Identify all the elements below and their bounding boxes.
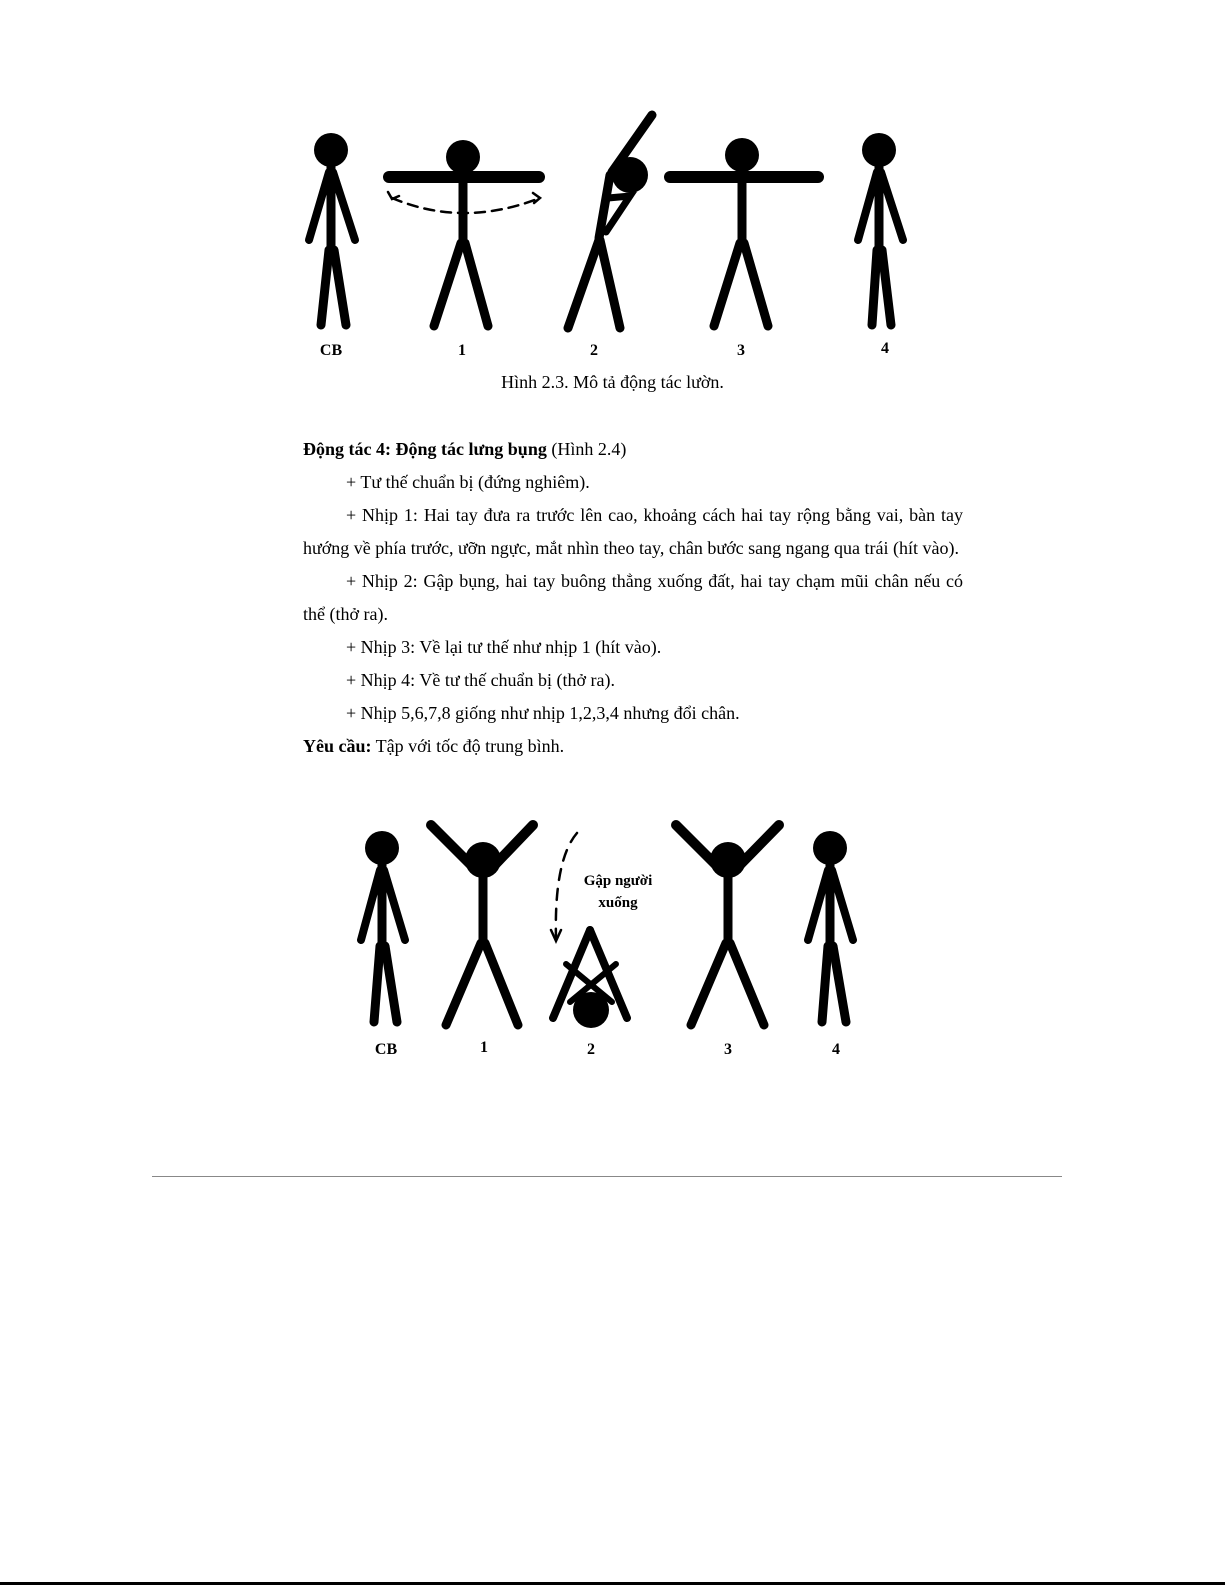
figure-side-bend <box>0 100 1225 370</box>
stick-figure-4 <box>808 831 853 1022</box>
stick-figure-cb <box>309 133 355 325</box>
section-heading-bold: Động tác 4: Động tác lưng bụng <box>303 439 547 459</box>
step-ready: + Tư thế chuẩn bị (đứng nghiêm). <box>346 472 590 492</box>
step-2: + Nhịp 2: Gập bụng, hai tay buông thẳng xuống đất, hai tay chạm mũi chân nếu có thể (thở ra). <box>303 571 963 624</box>
figure-1-label-1: 1 <box>458 342 466 359</box>
figure-1-label-3: 3 <box>737 342 745 359</box>
step-4: + Nhịp 4: Về tư thế chuẩn bị (thở ra). <box>346 670 616 690</box>
figure-1-label-4: 4 <box>881 340 889 357</box>
stick-figure-1 <box>431 825 533 1025</box>
stick-figure-3 <box>670 138 818 326</box>
stick-figure-2 <box>551 833 627 1028</box>
figure-2-annotation <box>578 870 658 914</box>
figure-1-label-2: 2 <box>590 342 598 359</box>
figure-2-label-3: 3 <box>724 1041 732 1058</box>
figure-2-annotation-line1: Gập người <box>583 873 653 889</box>
stick-figure-3 <box>676 825 779 1025</box>
stick-figure-cb <box>361 831 405 1022</box>
stick-figure-4 <box>858 133 903 325</box>
section-heading <box>303 433 963 466</box>
figure-2-label-1: 1 <box>480 1039 488 1056</box>
figure-2-label-4: 4 <box>832 1041 840 1058</box>
step-1: + Nhịp 1: Hai tay đưa ra trước lên cao, khoảng cách hai tay rộng bằng vai, bàn tay hướng về phía trước, ưỡn ngực, mắt nhìn theo tay, chân bước sang ngang qua trái (hít vào). <box>303 505 963 558</box>
figure-1-caption: Hình 2.3. Mô tả động tác lườn. <box>501 372 724 392</box>
requirement-label: Yêu cầu: <box>303 736 372 756</box>
figure-2-label-2: 2 <box>587 1041 595 1058</box>
section-heading-ref: (Hình 2.4) <box>546 439 627 459</box>
step-5-8: + Nhịp 5,6,7,8 giống như nhịp 1,2,3,4 nhưng đổi chân. <box>346 703 740 723</box>
figure-2-label-cb: CB <box>374 1041 398 1058</box>
requirement-text: Tập với tốc độ trung bình. <box>371 736 565 756</box>
figure-back-abdomen <box>0 808 1225 1073</box>
stick-figure-1 <box>388 140 540 326</box>
figure-2-annotation-line2: xuống <box>598 895 638 911</box>
section-body <box>303 433 963 763</box>
requirement <box>303 730 963 763</box>
figure-1-label-cb: CB <box>319 342 343 359</box>
page-divider <box>152 1176 1062 1177</box>
step-3: + Nhịp 3: Về lại tư thế như nhịp 1 (hít vào). <box>346 637 662 657</box>
stick-figure-2 <box>568 115 652 328</box>
